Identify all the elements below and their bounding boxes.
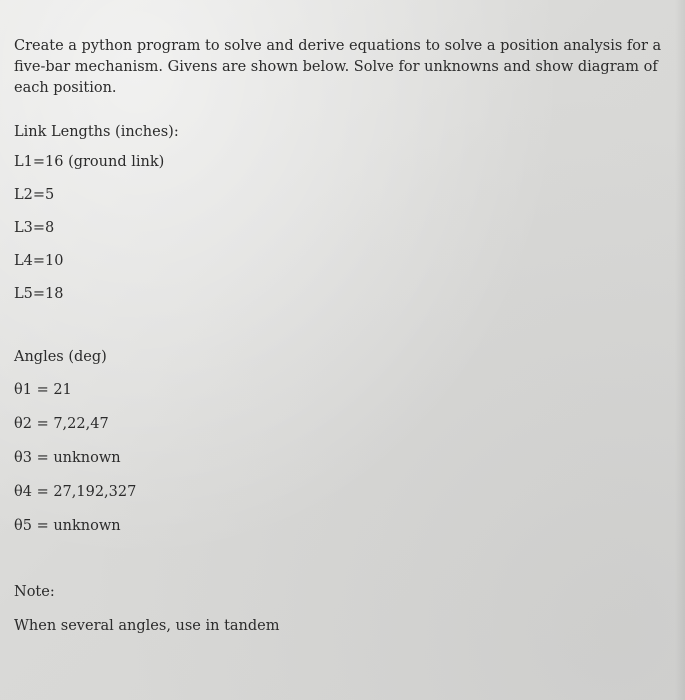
link-lengths-heading: Link Lengths (inches): bbox=[14, 124, 179, 140]
angles-heading: Angles (deg) bbox=[14, 349, 107, 365]
problem-statement bbox=[14, 36, 674, 634]
angle-item: θ2 = 7,22,47 bbox=[14, 416, 109, 432]
link-length-item: L5=18 bbox=[14, 286, 64, 302]
link-length-item: L4=10 bbox=[14, 253, 64, 269]
angle-item: θ3 = unknown bbox=[14, 450, 121, 466]
angle-item: θ1 = 21 bbox=[14, 382, 72, 398]
angle-item: θ4 = 27,192,327 bbox=[14, 484, 137, 500]
link-lengths-list bbox=[14, 152, 164, 317]
link-length-item: L3=8 bbox=[14, 220, 55, 236]
note-text: When several angles, use in tandem bbox=[14, 618, 280, 634]
link-length-item: L1=16 (ground link) bbox=[14, 154, 165, 170]
angles-list bbox=[14, 380, 136, 550]
problem-prompt: Create a python program to solve and derive equations to solve a position analysis for a five-bar mechanism. Givens are shown below. Solve for unknowns and show diagram of each position. bbox=[14, 38, 662, 96]
link-length-item: L2=5 bbox=[14, 187, 55, 203]
angle-item: θ5 = unknown bbox=[14, 518, 121, 534]
photo-edge-shadow bbox=[675, 0, 685, 700]
note-heading: Note: bbox=[14, 584, 55, 600]
